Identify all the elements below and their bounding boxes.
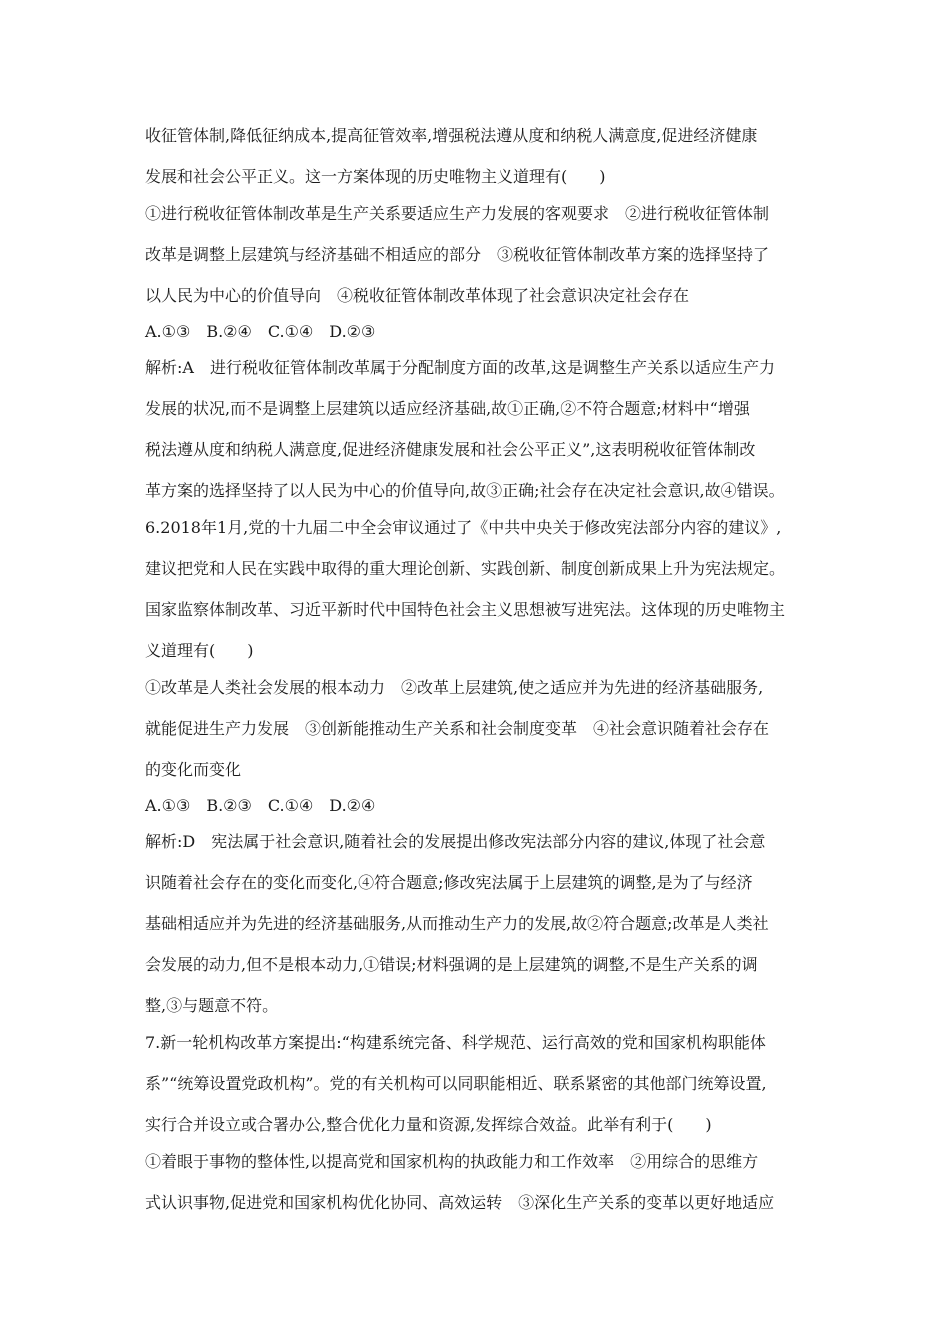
text-line: 的变化而变化 [145, 760, 242, 779]
analysis-line: 税法遵从度和纳税人满意度,促进经济健康发展和社会公平正义”,这表明税收征管体制改 [145, 440, 756, 459]
answer-options: A.①③ B.②④ C.①④ D.②③ [145, 322, 376, 341]
text-line: 发展和社会公平正义。这一方案体现的历史唯物主义道理有( ) [145, 167, 606, 186]
question-7-line: 实行合并设立或合署办公,整合优化力量和资源,发挥综合效益。此举有利于( ) [145, 1115, 712, 1134]
analysis-line: 发展的状况,而不是调整上层建筑以适应经济基础,故①正确,②不符合题意;材料中“增强 [145, 399, 750, 418]
question-6-line: 国家监察体制改革、习近平新时代中国特色社会主义思想被写进宪法。这体现的历史唯物主 [145, 600, 786, 619]
text-line: ①着眼于事物的整体性,以提高党和国家机构的执政能力和工作效率 ②用综合的思维方 [145, 1152, 759, 1171]
question-6-line: 建议把党和人民在实践中取得的重大理论创新、实践创新、制度创新成果上升为宪法规定。 [145, 559, 786, 578]
answer-options: A.①③ B.②③ C.①④ D.②④ [145, 796, 376, 815]
text-line: 就能促进生产力发展 ③创新能推动生产关系和社会制度变革 ④社会意识随着社会存在 [145, 719, 770, 738]
text-line: 收征管体制,降低征纳成本,提高征管效率,增强税法遵从度和纳税人满意度,促进经济健康 [145, 126, 758, 145]
question-6-line: 义道理有( ) [145, 641, 254, 660]
analysis-line: 整,③与题意不符。 [145, 996, 279, 1015]
text-line: 改革是调整上层建筑与经济基础不相适应的部分 ③税收征管体制改革方案的选择坚持了 [145, 245, 770, 264]
analysis-line: 会发展的动力,但不是根本动力,①错误;材料强调的是上层建筑的调整,不是生产关系的调 [145, 955, 758, 974]
analysis-line: 解析:D 宪法属于社会意识,随着社会的发展提出修改宪法部分内容的建议,体现了社会意 [145, 832, 766, 851]
analysis-line: 识随着社会存在的变化而变化,④符合题意;修改宪法属于上层建筑的调整,是为了与经济 [145, 873, 753, 892]
text-line: 以人民为中心的价值导向 ④税收征管体制改革体现了社会意识决定社会存在 [145, 286, 690, 305]
text-line: ①进行税收征管体制改革是生产关系要适应生产力发展的客观要求 ②进行税收征管体制 [145, 204, 770, 223]
analysis-line: 基础相适应并为先进的经济基础服务,从而推动生产力的发展,故②符合题意;改革是人类社 [145, 914, 769, 933]
analysis-line: 革方案的选择坚持了以人民为中心的价值导向,故③正确;社会存在决定社会意识,故④错误。 [145, 481, 785, 500]
question-7-line: 7.新一轮机构改革方案提出:“构建系统完备、科学规范、运行高效的党和国家机构职能体 [145, 1033, 766, 1052]
analysis-line: 解析:A 进行税收征管体制改革属于分配制度方面的改革,这是调整生产关系以适应生产力 [145, 358, 776, 377]
question-6-line: 6.2018年1月,党的十九届二中全会审议通过了《中共中央关于修改宪法部分内容的建议》, [145, 518, 782, 537]
question-7-line: 系”“统筹设置党政机构”。党的有关机构可以同职能相近、联系紧密的其他部门统筹设置, [145, 1074, 767, 1093]
text-line: ①改革是人类社会发展的根本动力 ②改革上层建筑,使之适应并为先进的经济基础服务, [145, 678, 764, 697]
text-line: 式认识事物,促进党和国家机构优化协同、高效运转 ③深化生产关系的变革以更好地适应 [145, 1193, 775, 1212]
